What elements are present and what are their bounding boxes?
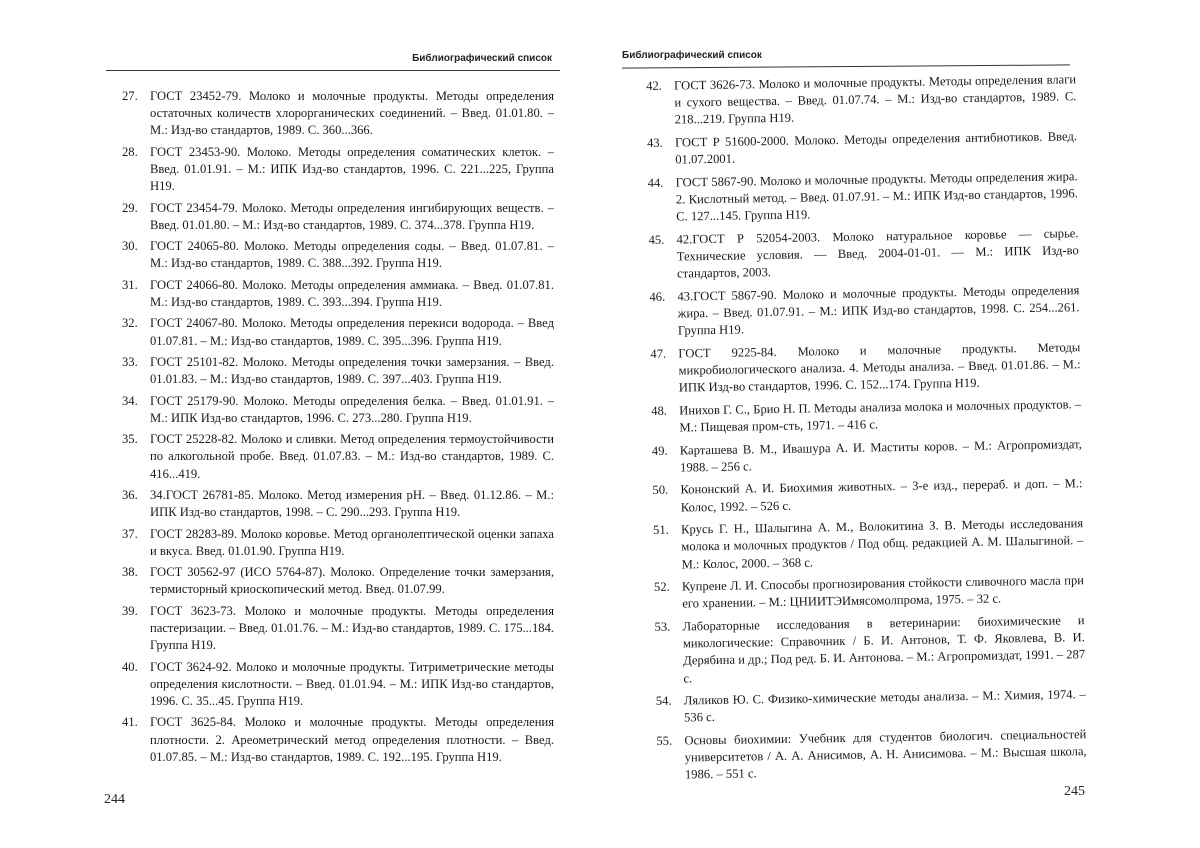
bibliography-entry [122, 526, 554, 560]
entry-number: 54. [655, 693, 672, 709]
entry-number: 30. [122, 239, 138, 254]
bibliography-entry [652, 476, 1082, 517]
entry-text: Кононский А. И. Биохимия животных. – 3-е изд., перераб. и доп. – М.: Колос, 1992. – 526 с. [680, 476, 1083, 515]
bibliography-entry [122, 659, 554, 711]
entry-number: 31. [122, 277, 138, 292]
bibliography-entry [122, 354, 554, 388]
bibliography-entry [122, 564, 554, 598]
entry-text: ГОСТ 24067-80. Молоко. Методы определения перекиси водорода. – Введ 01.07.81. – М.: Изд-во стандартов, 1989. С. 395...396. Группа Н19. [150, 316, 554, 348]
bibliography-entry [122, 393, 554, 427]
entry-text: ГОСТ 3626-73. Молоко и молочные продукты. Методы определения влаги и сухого вещества. – Введ. 01.07.74. – М.: Изд-во стандартов, 1989. С. 218...219. Группа Н19. [674, 72, 1077, 127]
entry-number: 49. [651, 443, 668, 458]
entry-number: 39. [122, 603, 138, 618]
page-number: 244 [104, 792, 125, 807]
entry-number: 41. [122, 715, 138, 730]
entry-number: 51. [652, 522, 669, 538]
entry-number: 43. [646, 135, 663, 150]
entry-text: ГОСТ 24066-80. Молоко. Методы определения аммиака. – Введ. 01.07.81. М.: Изд-во стандартов, 1989. С. 393...394. Группа Н19. [150, 277, 554, 309]
entry-text: ГОСТ 25101-82. Молоко. Методы определения точки замерзания. – Введ. 01.01.83. – М.: Изд-во стандартов, 1989. С. 397...403. Группа Н19. [150, 354, 554, 387]
bibliography-entry [654, 612, 1085, 688]
entry-number: 40. [122, 659, 138, 674]
entry-number: 48. [651, 403, 668, 418]
entry-number: 47. [650, 346, 667, 361]
entry-text: Ляликов Ю. С. Физико-химические методы анализа. – М.: Химия, 1974. – 536 с. [683, 687, 1086, 725]
bibliography-entry [656, 726, 1087, 784]
bibliography-entry [648, 225, 1079, 283]
entry-text: ГОСТ 3625-84. Молоко и молочные продукты. Методы определения плотности. 2. Ареометрический метод определения плотности. – Введ. 01.07.85. – М.: Изд-во стандартов, 1989. С. 192...195. Группа Н19. [150, 715, 554, 764]
running-header: Библиографический список [622, 50, 762, 61]
header-rule [622, 64, 1070, 68]
entry-text: ГОСТ 23452-79. Молоко и молочные продукты. Методы определения остаточных количеств хлорорганических соединений. – Введ. 01.01.80. – М.: Изд-во стандартов, 1989. С. 360...366. [150, 89, 554, 138]
entry-text: ГОСТ 25228-82. Молоко и сливки. Метод определения термоустойчивости по алкогольной пробе. Введ. 01.07.83. – М.: Изд-во стандартов, 1989. С. 416...419. [150, 432, 554, 481]
running-header: Библиографический список [412, 53, 552, 64]
entry-text: Крусь Г. Н., Шалыгина А. М., Волокитина З. В. Методы исследования молока и молочных продуктов / Под общ. редакцией А. М. Шалыгиной. – М.: Колос, 2000. – 368 с. [680, 516, 1084, 572]
bibliography-list [122, 88, 554, 770]
bibliography-entry [122, 200, 554, 234]
entry-number: 28. [122, 144, 138, 159]
entry-number: 38. [122, 565, 138, 580]
entry-number: 37. [122, 526, 138, 541]
bibliography-entry [651, 396, 1081, 437]
entry-text: Карташева В. М., Ивашура А. И. Маститы коров. – М.: Агропромиздат, 1988. – 256 с. [679, 436, 1082, 475]
entry-number: 27. [122, 89, 138, 103]
entry-text: Лабораторные исследования в ветеринарии: биохимические и микологические: Справочник / Б. И. Антонов, Т. Ф. Яковлева, В. И. Дерябина и др.; Под ред. Б. И. Антонова. – М.: Агропромиздат, 1991. – 287 с. [682, 613, 1086, 686]
header-rule [106, 70, 560, 71]
entry-number: 52. [653, 579, 670, 595]
entry-number: 45. [648, 232, 665, 247]
entry-number: 34. [122, 393, 138, 408]
entry-number: 29. [122, 200, 138, 215]
entry-text: ГОСТ Р 51600-2000. Молоко. Методы определения антибиотиков. Введ. 01.07.2001. [674, 129, 1078, 167]
bibliography-entry [647, 128, 1077, 169]
bibliography-entry [122, 431, 554, 483]
page-number: 245 [1064, 784, 1085, 799]
entry-text: ГОСТ 3624-92. Молоко и молочные продукты. Титриметрические методы определения кислотности. – Введ. 01.01.94. – М.: ИПК Изд-во стандартов, 1996. С. 35...45. Группа Н19. [150, 659, 554, 708]
entry-number: 35. [122, 432, 138, 447]
entry-text: ГОСТ 5867-90. Молоко и молочные продукты. Методы определения жира. 2. Кислотный метод. – Введ. 01.07.91. – М.: ИПК Изд-во стандартов, 1996. С. 127...145. Группа Н19. [675, 169, 1078, 224]
entry-text: ГОСТ 25179-90. Молоко. Методы определения белка. – Введ. 01.01.91. – М.: ИПК Изд-во стандартов, 1996. С. 273...280. Группа Н19. [150, 393, 554, 425]
bibliography-entry [122, 714, 554, 766]
entry-text: 43.ГОСТ 5867-90. Молоко и молочные продукты. Методы определения жира. – Введ. 01.07.91. – М.: ИПК Изд-во стандартов, 1998. С. 254...261. Группа Н19. [677, 283, 1080, 338]
bibliography-entry [646, 71, 1077, 129]
bibliography-list [646, 71, 1087, 790]
entry-number: 42. [646, 78, 662, 93]
entry-text: 34.ГОСТ 26781-85. Молоко. Метод измерения рН. – Введ. 01.12.86. – М.: ИПК Изд-во стандартов, 1998. – С. 290...293. Группа Н19. [150, 487, 554, 520]
entry-number: 53. [654, 619, 671, 634]
entry-text: 42.ГОСТ Р 52054-2003. Молоко натуральное коровье — сырье. Технические условия. — Введ. 2004-01-01. — М.: ИПК Изд-во стандартов, 2003. [676, 226, 1079, 281]
entry-text: ГОСТ 24065-80. Молоко. Методы определения соды. – Введ. 01.07.81. – М.: Изд-во стандартов, 1989. С. 388...392. Группа Н19. [150, 239, 554, 271]
entry-number: 46. [649, 289, 666, 304]
entry-text: ГОСТ 9225-84. Молоко и молочные продукты. Методы микробиологического анализа. 4. Методы анализа. – Введ. 01.01.86. – М.: ИПК Изд-во стандартов, 1996. С. 152...174. Группа Н19. [678, 340, 1081, 395]
bibliography-entry [653, 515, 1084, 573]
bibliography-entry [656, 686, 1086, 727]
entry-number: 33. [122, 354, 138, 369]
entry-number: 50. [652, 483, 669, 498]
bibliography-entry [648, 168, 1079, 226]
entry-text: ГОСТ 23453-90. Молоко. Методы определения соматических клеток. – Введ. 01.01.91. – М.: ИПК Изд-во стандартов, 1996. С. 221...225, Группа Н19. [150, 144, 554, 194]
bibliography-entry [122, 144, 554, 196]
entry-number: 55. [656, 733, 673, 748]
entry-number: 44. [647, 175, 664, 190]
bibliography-entry [654, 572, 1084, 613]
right-page [600, 0, 1200, 848]
entry-text: Инихов Г. С., Брио Н. П. Методы анализа молока и молочных продуктов. – М.: Пищевая пром-сть, 1971. – 416 с. [679, 397, 1082, 435]
bibliography-entry [649, 282, 1080, 340]
entry-number: 36. [122, 487, 138, 502]
bibliography-entry [122, 88, 554, 140]
entry-text: ГОСТ 23454-79. Молоко. Методы определения ингибирующих веществ. – Введ. 01.01.80. – М.: Изд-во стандартов, 1989. С. 374...378. Группа Н19. [150, 200, 554, 232]
entry-text: ГОСТ 30562-97 (ИСО 5764-87). Молоко. Определение точки замерзания, термисторный криоскопический метод. Введ. 01.07.99. [150, 565, 554, 597]
entry-text: Основы биохимии: Учебник для студентов биологич. специальностей университетов / А. А. Анисимов, А. Н. Анисимова. – М.: Высшая школа, 1986. – 551 с. [684, 727, 1087, 782]
bibliography-entry [122, 315, 554, 349]
bibliography-entry [122, 277, 554, 311]
entry-text: ГОСТ 3623-73. Молоко и молочные продукты. Методы определения пастеризации. – Введ. 01.01.76. – М.: Изд-во стандартов, 1989. С. 175...184. Группа Н19. [150, 603, 554, 653]
bibliography-entry [122, 603, 554, 655]
bibliography-entry [652, 436, 1082, 477]
entry-number: 32. [122, 316, 138, 331]
entry-text: ГОСТ 28283-89. Молоко коровье. Метод органолептической оценки запаха и вкуса. Введ. 01.01.90. Группа Н19. [150, 526, 554, 558]
entry-text: Купрене Л. И. Способы прогнозирования стойкости сливочного масла при его хранении. – М.: ЦНИИТЭИмясомолпрома, 1975. – 32 с. [681, 573, 1085, 611]
bibliography-entry [122, 238, 554, 272]
bibliography-entry [650, 339, 1081, 397]
bibliography-entry [122, 487, 554, 521]
